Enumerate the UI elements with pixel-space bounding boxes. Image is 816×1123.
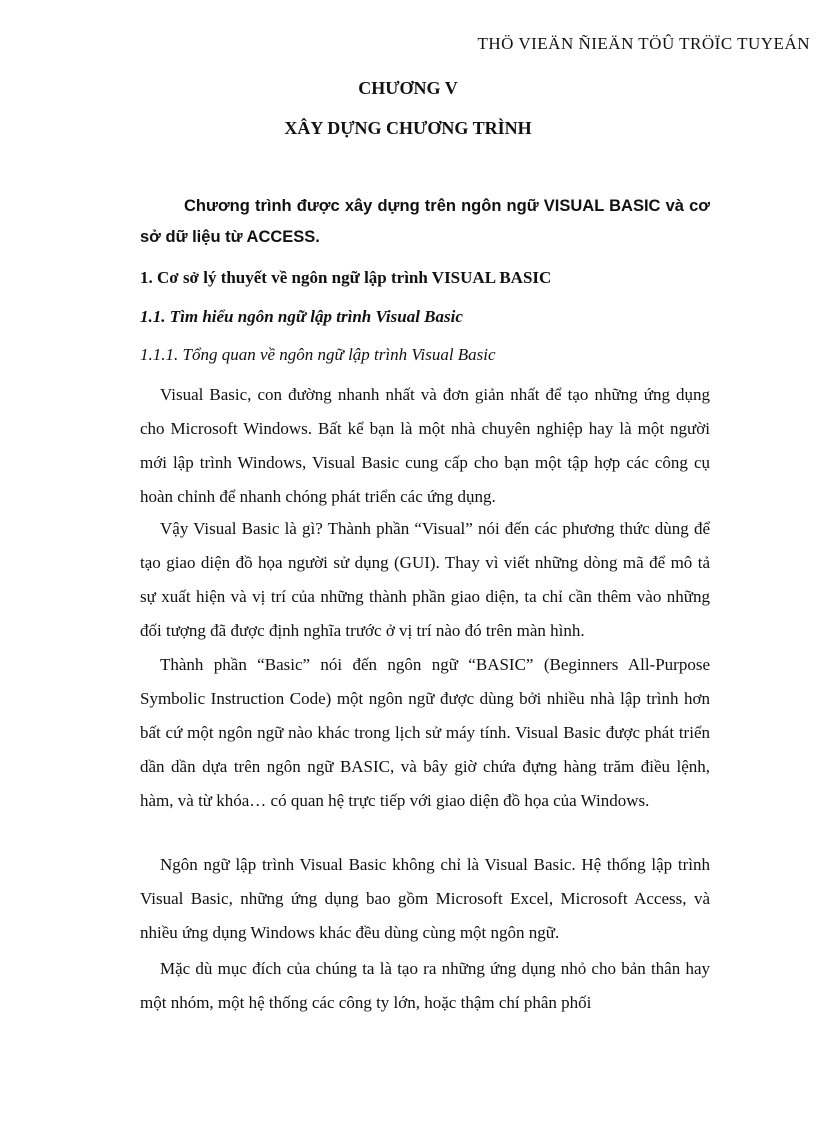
section-heading-1: 1. Cơ sở lý thuyết về ngôn ngữ lập trình VISUAL BASIC: [140, 268, 552, 287]
body-paragraph-3: Thành phần “Basic” nói đến ngôn ngữ “BASIC” (Beginners All-Purpose Symbolic Instruction Code) một ngôn ngữ được dùng bởi nhiều nhà lập trình hơn bất cứ một ngôn ngữ nào khác trong lịch sử máy tính. Visual Basic được phát triển dần dần dựa trên ngôn ngữ BASIC, và bây giờ chứa đựng hàng trăm điều lệnh, hàm, và từ khóa… có quan hệ trực tiếp với giao diện đồ họa của Windows.: [140, 655, 710, 810]
chapter-number: CHƯƠNG V: [358, 78, 458, 98]
intro-paragraph: Chương trình được xây dựng trên ngôn ngữ VISUAL BASIC và cơ sở dữ liệu từ ACCESS.: [140, 197, 710, 246]
chapter-title: XÂY DỰNG CHƯƠNG TRÌNH: [284, 118, 532, 138]
body-paragraph-4: Ngôn ngữ lập trình Visual Basic không chỉ là Visual Basic. Hệ thống lập trình Visual Basic, những ứng dụng bao gồm Microsoft Excel, Microsoft Access, và nhiều ứng dụng Windows khác đều dùng cùng một ngôn ngữ.: [140, 855, 710, 942]
section-heading-1-1-1: 1.1.1. Tổng quan về ngôn ngữ lập trình Visual Basic: [140, 345, 496, 364]
section-heading-1-1: 1.1. Tìm hiểu ngôn ngữ lập trình Visual Basic: [140, 307, 463, 326]
header-watermark: THÖ VIEÄN ÑIEÄN TÖÛ TRÖÏC TUYEÁN: [477, 34, 810, 53]
body-paragraph-1: Visual Basic, con đường nhanh nhất và đơn giản nhất để tạo những ứng dụng cho Microsoft Windows. Bất kể bạn là một nhà chuyên nghiệp hay là một người mới lập trình Windows, Visual Basic cung cấp cho bạn một tập hợp các công cụ hoàn chỉnh để nhanh chóng phát triển các ứng dụng.: [140, 385, 710, 506]
body-paragraph-5: Mặc dù mục đích của chúng ta là tạo ra những ứng dụng nhỏ cho bản thân hay một nhóm, một hệ thống các công ty lớn, hoặc thậm chí phân phối: [140, 959, 710, 1012]
body-paragraph-2: Vậy Visual Basic là gì? Thành phần “Visual” nói đến các phương thức dùng để tạo giao diện đồ họa người sử dụng (GUI). Thay vì viết những dòng mã để mô tả sự xuất hiện và vị trí của những thành phần giao diện, ta chỉ cần thêm vào những đối tượng đã được định nghĩa trước ở vị trí nào đó trên màn hình.: [140, 519, 710, 640]
